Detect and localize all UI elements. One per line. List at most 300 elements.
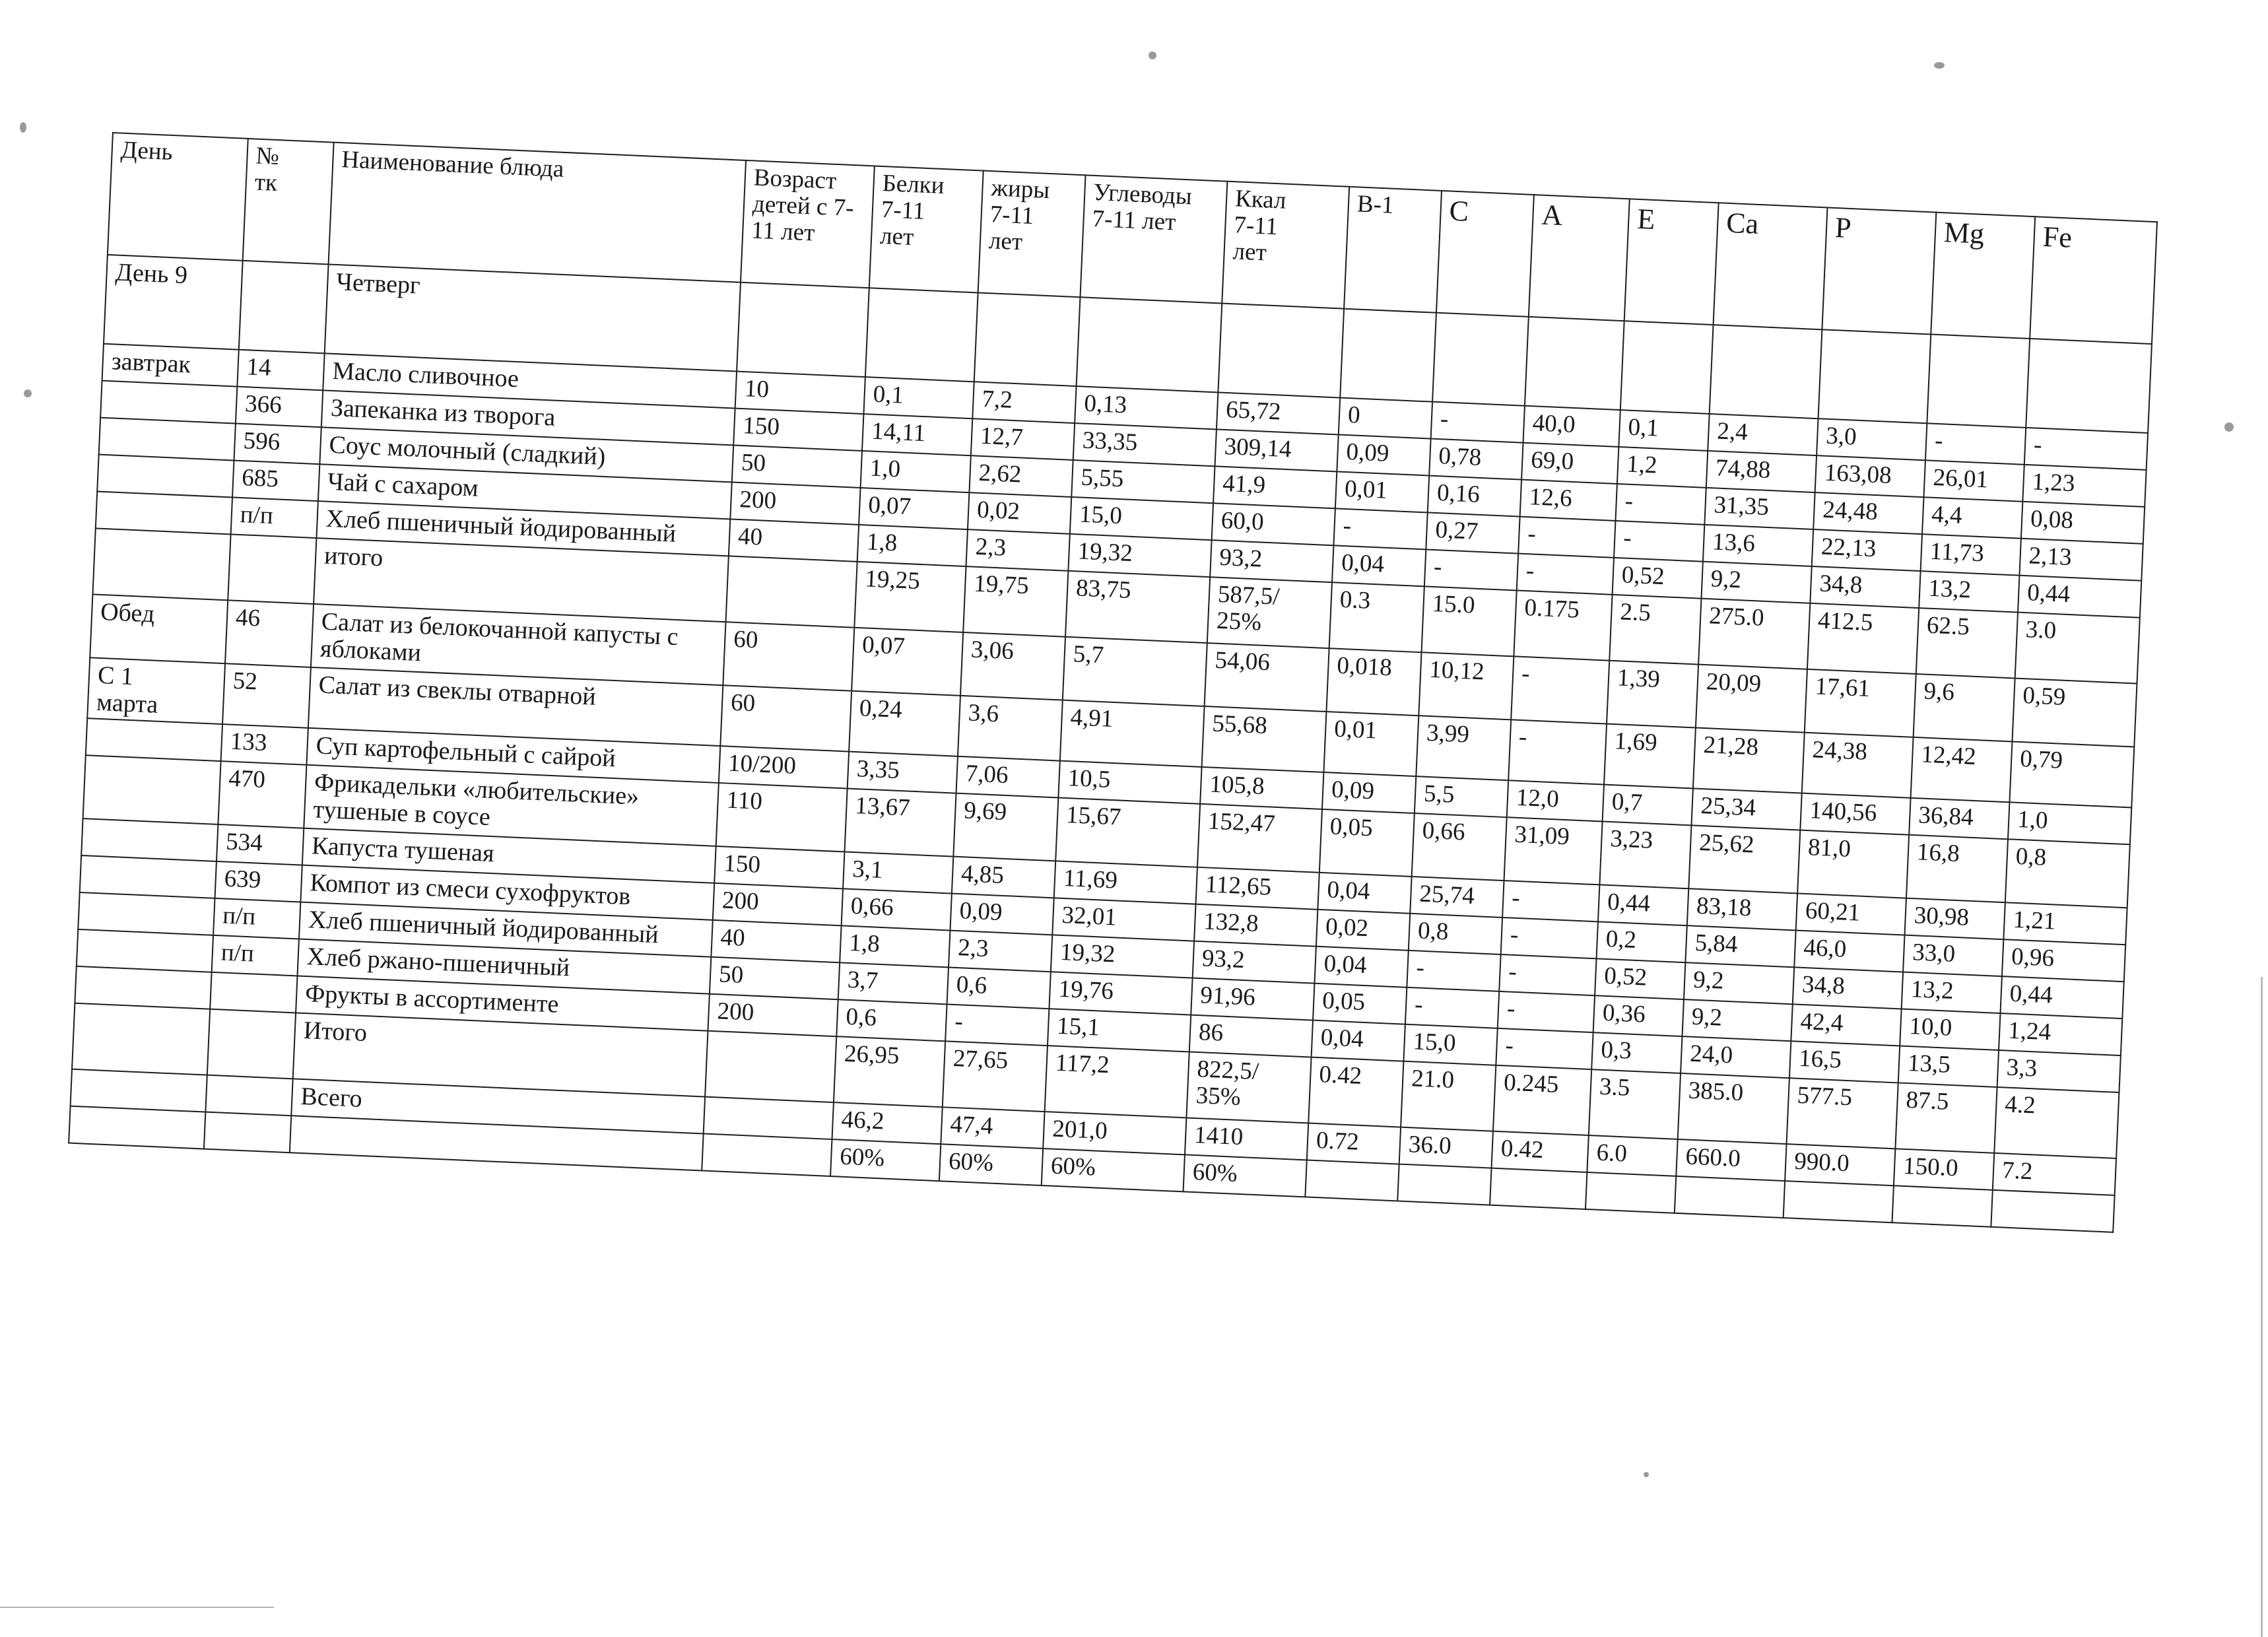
empty-cell bbox=[1784, 1181, 1894, 1222]
ca-cell: 20,09 bbox=[1696, 665, 1807, 733]
dish-name: Фрикадельки «любительские» тушеные в соусе bbox=[304, 765, 719, 846]
empty-cell bbox=[97, 455, 234, 498]
carbs-cell: 19,76 bbox=[1049, 972, 1192, 1015]
mg-cell: 16,8 bbox=[1906, 835, 2008, 902]
c-cell: - bbox=[1405, 987, 1499, 1028]
menu-sheet bbox=[68, 132, 2158, 1233]
header-carbs: Углеводы 7-11 лет bbox=[1080, 175, 1227, 303]
empty-cell bbox=[86, 718, 222, 761]
protein-cell: 14,11 bbox=[862, 414, 972, 455]
age-cell: 40 bbox=[729, 519, 859, 561]
dish-name: Хлеб ржано-пшеничный bbox=[297, 939, 711, 994]
empty-cell bbox=[72, 1003, 210, 1075]
date-label: С 1 марта bbox=[87, 657, 225, 724]
b1-cell: 0,01 bbox=[1335, 471, 1429, 512]
protein-cell: 13,67 bbox=[844, 789, 956, 857]
e-total: 6.0 bbox=[1587, 1135, 1677, 1176]
a-cell: 12,6 bbox=[1520, 480, 1617, 521]
b1-cell: 0,05 bbox=[1313, 984, 1407, 1024]
protein-cell: 3,1 bbox=[843, 852, 953, 893]
age-cell: 50 bbox=[732, 446, 862, 488]
table-body bbox=[69, 133, 2157, 1232]
e-cell: 0,52 bbox=[1613, 558, 1703, 599]
c-cell: - bbox=[1407, 951, 1500, 991]
ca-total: 385.0 bbox=[1678, 1073, 1789, 1144]
mg-cell: 10,0 bbox=[1900, 1009, 2000, 1050]
age-cell: 60 bbox=[723, 622, 854, 690]
fe-cell: 3,3 bbox=[1997, 1050, 2121, 1092]
carbs-cell: 5,55 bbox=[1071, 460, 1215, 503]
protein-cell: 3,35 bbox=[848, 752, 958, 793]
c-cell: 25,74 bbox=[1410, 877, 1504, 918]
p-cell: 17,61 bbox=[1805, 669, 1916, 737]
meal-label: завтрак bbox=[102, 344, 239, 387]
empty-cell bbox=[704, 1097, 834, 1139]
protein-total: 19,25 bbox=[854, 562, 966, 632]
e-cell: 0,1 bbox=[1618, 410, 1709, 451]
e-cell: 1,2 bbox=[1617, 447, 1708, 488]
b1-cell: 0,09 bbox=[1337, 434, 1430, 475]
kcal-cell: 86 bbox=[1189, 1015, 1313, 1057]
empty-cell bbox=[205, 1075, 292, 1116]
a-cell: - bbox=[1498, 991, 1595, 1032]
b1-cell: 0,05 bbox=[1319, 809, 1415, 877]
tk-cell: п/п bbox=[231, 497, 318, 538]
c-cell: 3,99 bbox=[1416, 716, 1511, 780]
empty-cell bbox=[1340, 309, 1436, 402]
a-cell: - bbox=[1502, 881, 1599, 921]
e-cell: 3,23 bbox=[1599, 822, 1691, 889]
p-cell: 60,21 bbox=[1796, 894, 1906, 935]
mg-cell: 4,4 bbox=[1922, 497, 2022, 538]
scan-speck bbox=[20, 122, 26, 133]
fe-cell: 1,21 bbox=[2003, 902, 2127, 945]
c-cell: - bbox=[1424, 549, 1518, 590]
e-total: 3.5 bbox=[1589, 1069, 1681, 1139]
ca-cell: 9,2 bbox=[1683, 999, 1793, 1041]
p-total: 577.5 bbox=[1787, 1078, 1898, 1149]
ca-total: 660.0 bbox=[1676, 1139, 1786, 1181]
total-label: итого bbox=[314, 538, 729, 622]
protein-cell: 0,66 bbox=[842, 888, 952, 930]
p-cell: 3,0 bbox=[1817, 418, 1927, 460]
ca-cell: 21,28 bbox=[1693, 727, 1805, 793]
fe-cell: 1,0 bbox=[2008, 802, 2131, 844]
fat-cell: 4,85 bbox=[952, 857, 1055, 898]
header-p: Р bbox=[1822, 207, 1936, 334]
tk-cell: п/п bbox=[213, 898, 300, 939]
empty-cell bbox=[78, 892, 215, 935]
nutrition-table bbox=[68, 132, 2158, 1233]
dish-name: Масло сливочное bbox=[323, 353, 737, 408]
b1-cell: 0,02 bbox=[1316, 910, 1410, 951]
mg-cell: 13,2 bbox=[1902, 972, 2002, 1013]
ca-total: 275.0 bbox=[1698, 599, 1810, 669]
empty-cell bbox=[1432, 313, 1529, 406]
protein-cell: 1,0 bbox=[861, 451, 971, 492]
b1-total: 0.42 bbox=[1308, 1057, 1403, 1127]
kcal-cell: 93,2 bbox=[1193, 941, 1316, 984]
p-cell: 42,4 bbox=[1791, 1004, 1901, 1046]
page-edge-line bbox=[0, 1607, 274, 1608]
tk-cell bbox=[210, 972, 297, 1013]
scan-speck bbox=[24, 389, 32, 397]
a-cell: - bbox=[1501, 918, 1598, 958]
empty-cell bbox=[1675, 1176, 1785, 1218]
kcal-cell: 112,65 bbox=[1196, 867, 1319, 910]
weekday-label: Четверг bbox=[325, 264, 741, 371]
carbs-percent: 60% bbox=[1042, 1149, 1185, 1191]
p-cell: 24,48 bbox=[1813, 492, 1923, 534]
ca-cell: 13,6 bbox=[1703, 525, 1813, 566]
c-total: 21.0 bbox=[1401, 1061, 1496, 1131]
protein-cell: 0,1 bbox=[863, 377, 974, 418]
kcal-total: 1410 bbox=[1185, 1118, 1308, 1160]
kcal-cell: 54,06 bbox=[1205, 643, 1329, 712]
a-cell: 40,0 bbox=[1523, 406, 1620, 447]
fat-cell: 0,6 bbox=[947, 968, 1051, 1009]
day-label: День 9 bbox=[104, 255, 243, 350]
dish-name: Салат из свеклы отварной bbox=[308, 667, 723, 746]
ca-cell: 24,0 bbox=[1681, 1036, 1791, 1078]
mg-cell: 13,2 bbox=[1919, 571, 2019, 612]
carbs-cell: 15,1 bbox=[1048, 1009, 1191, 1052]
dish-name: Суп картофельный с сайрой bbox=[306, 728, 720, 783]
empty-cell bbox=[81, 818, 218, 861]
ca-cell: 31,35 bbox=[1704, 488, 1815, 529]
tk-cell: 534 bbox=[217, 824, 304, 865]
header-age: Возраст детей с 7-11 лет bbox=[741, 160, 875, 288]
protein-cell: 3,7 bbox=[838, 962, 949, 1004]
dish-name: Компот из смеси сухофруктов bbox=[300, 865, 714, 920]
c-cell: 15,0 bbox=[1403, 1024, 1497, 1065]
protein-percent: 60% bbox=[830, 1139, 941, 1181]
empty-cell bbox=[1892, 1186, 1992, 1226]
p-cell: 34,8 bbox=[1810, 566, 1920, 608]
dish-name: Фрукты в ассортименте bbox=[296, 976, 710, 1031]
header-mg: Mg bbox=[1931, 213, 2035, 339]
a-cell: 31,09 bbox=[1504, 817, 1603, 885]
fe-cell: 1,23 bbox=[2022, 465, 2146, 507]
fe-total: 4.2 bbox=[1994, 1087, 2119, 1158]
c-cell: 10,12 bbox=[1418, 652, 1514, 719]
age-cell: 60 bbox=[720, 685, 851, 751]
header-kcal: Ккал 7-11 лет bbox=[1222, 182, 1349, 309]
total-label: Итого bbox=[293, 1013, 708, 1096]
fe-cell: - bbox=[2024, 428, 2148, 470]
p-total: 412.5 bbox=[1807, 603, 1919, 674]
p-cell: 81,0 bbox=[1797, 830, 1909, 898]
fe-cell: 0,08 bbox=[2021, 502, 2145, 544]
fat-total: 19,75 bbox=[963, 566, 1068, 637]
age-cell: 150 bbox=[733, 409, 863, 451]
empty-cell bbox=[1585, 1172, 1676, 1213]
e-cell: 0,44 bbox=[1598, 885, 1688, 925]
c-cell: 0,78 bbox=[1429, 439, 1523, 480]
empty-cell bbox=[1710, 325, 1822, 418]
empty-cell bbox=[83, 755, 221, 824]
empty-cell bbox=[1397, 1164, 1491, 1205]
tk-cell: 46 bbox=[225, 600, 314, 667]
fat-cell: 3,6 bbox=[958, 696, 1063, 761]
ca-cell: 9,2 bbox=[1684, 962, 1794, 1004]
ca-cell: 74,88 bbox=[1706, 451, 1817, 492]
a-cell: - bbox=[1508, 719, 1607, 784]
e-cell: 0,36 bbox=[1593, 995, 1684, 1036]
kcal-cell: 132,8 bbox=[1194, 904, 1317, 947]
empty-cell bbox=[1818, 329, 1931, 423]
a-cell: - bbox=[1496, 1028, 1593, 1069]
fat-cell: 2,3 bbox=[966, 529, 1070, 571]
fe-cell: 0,8 bbox=[2005, 839, 2130, 908]
empty-cell bbox=[69, 1106, 205, 1149]
age-cell: 200 bbox=[708, 994, 838, 1036]
a-total: 0.175 bbox=[1514, 590, 1612, 660]
protein-cell: 0,6 bbox=[836, 999, 947, 1041]
b1-cell: 0,01 bbox=[1323, 712, 1418, 776]
fat-total: 27,65 bbox=[943, 1041, 1048, 1112]
kcal-cell: 105,8 bbox=[1200, 767, 1323, 809]
fe-cell: 0,79 bbox=[2009, 741, 2134, 807]
header-protein: Белки 7-11 лет bbox=[869, 166, 984, 292]
carbs-cell: 5,7 bbox=[1063, 637, 1207, 706]
c-cell: 0,8 bbox=[1409, 914, 1502, 954]
fe-total: 7.2 bbox=[1993, 1153, 2116, 1195]
e-cell: 1,39 bbox=[1607, 661, 1698, 728]
b1-cell: 0,04 bbox=[1332, 545, 1426, 586]
protein-total: 26,95 bbox=[834, 1036, 945, 1107]
header-e: Е bbox=[1624, 199, 1719, 325]
dish-name: Капуста тушеная bbox=[302, 828, 716, 883]
fat-cell: 7,06 bbox=[956, 756, 1060, 798]
fe-cell: 2,13 bbox=[2019, 539, 2143, 581]
carbs-cell: 11,69 bbox=[1054, 861, 1197, 904]
age-cell: 10/200 bbox=[719, 746, 849, 788]
fat-cell: 3,06 bbox=[960, 632, 1065, 700]
p-cell: 34,8 bbox=[1793, 967, 1903, 1009]
carbs-cell: 33,35 bbox=[1073, 423, 1217, 466]
fat-total: 47,4 bbox=[941, 1107, 1044, 1149]
a-cell: - bbox=[1518, 517, 1615, 558]
b1-total: 0.3 bbox=[1329, 582, 1424, 652]
carbs-cell: 0,13 bbox=[1075, 386, 1218, 429]
b1-cell: 0,018 bbox=[1326, 648, 1421, 716]
b1-cell: 0,04 bbox=[1317, 873, 1411, 914]
age-cell: 150 bbox=[714, 846, 844, 888]
a-cell: - bbox=[1511, 656, 1609, 723]
total-label: Всего bbox=[291, 1079, 705, 1133]
header-tk: № тк bbox=[243, 139, 334, 264]
kcal-total: 587,5/ 25% bbox=[1207, 577, 1332, 648]
empty-cell bbox=[1927, 334, 2030, 427]
p-cell: 24,38 bbox=[1802, 733, 1914, 798]
empty-cell bbox=[974, 292, 1081, 386]
empty-cell bbox=[737, 283, 869, 377]
empty-cell bbox=[1077, 297, 1222, 392]
meal-label: Обед bbox=[90, 594, 228, 663]
carbs-cell: 4,91 bbox=[1060, 700, 1205, 767]
header-c: С bbox=[1436, 191, 1534, 317]
empty-cell bbox=[204, 1112, 291, 1153]
age-cell: 200 bbox=[713, 883, 843, 925]
a-cell: - bbox=[1499, 954, 1596, 995]
tk-cell: 470 bbox=[218, 761, 306, 828]
c-cell: 0,16 bbox=[1428, 476, 1521, 517]
empty-cell bbox=[75, 966, 211, 1009]
c-cell: - bbox=[1431, 402, 1525, 443]
ca-cell: 25,34 bbox=[1691, 788, 1801, 830]
fe-total: 3.0 bbox=[2015, 613, 2140, 684]
empty-cell bbox=[239, 261, 329, 354]
age-cell: 200 bbox=[730, 482, 860, 524]
empty-cell bbox=[80, 855, 217, 898]
mg-cell: 13,5 bbox=[1898, 1046, 1999, 1087]
p-cell: 46,0 bbox=[1794, 930, 1904, 972]
c-total: 36.0 bbox=[1399, 1127, 1493, 1168]
fat-cell: 2,3 bbox=[949, 931, 1052, 972]
protein-cell: 1,8 bbox=[840, 925, 950, 967]
tk-cell: 685 bbox=[232, 461, 319, 502]
e-total: 2.5 bbox=[1609, 595, 1701, 665]
empty-cell bbox=[96, 492, 232, 535]
empty-cell bbox=[99, 418, 236, 461]
b1-cell: 0 bbox=[1339, 398, 1432, 439]
fat-percent: 60% bbox=[939, 1144, 1043, 1186]
fe-cell: 0,44 bbox=[2018, 576, 2141, 618]
a-cell: 69,0 bbox=[1521, 443, 1618, 484]
fat-cell: - bbox=[945, 1004, 1049, 1046]
e-cell: 0,3 bbox=[1591, 1032, 1682, 1073]
dish-name: Запеканка из творога bbox=[321, 390, 735, 445]
protein-cell: 0,24 bbox=[849, 691, 960, 756]
carbs-total: 201,0 bbox=[1043, 1112, 1186, 1154]
mg-total: 150.0 bbox=[1894, 1149, 1994, 1189]
mg-total: 87.5 bbox=[1895, 1083, 1997, 1153]
empty-cell bbox=[2026, 339, 2152, 433]
age-cell: 10 bbox=[735, 372, 865, 414]
mg-cell: 33,0 bbox=[1903, 935, 2003, 976]
p-cell: 22,13 bbox=[1812, 529, 1922, 571]
kcal-cell: 152,47 bbox=[1197, 804, 1322, 873]
fat-cell: 12,7 bbox=[971, 418, 1075, 460]
mg-cell: 12,42 bbox=[1911, 737, 2013, 803]
mg-cell: 30,98 bbox=[1905, 898, 2005, 939]
carbs-cell: 32,01 bbox=[1052, 898, 1195, 941]
empty-cell bbox=[1525, 317, 1624, 410]
protein-cell: 0,07 bbox=[851, 628, 963, 696]
dish-name: Хлеб пшеничный йодированный bbox=[299, 902, 713, 957]
e-cell: 0,2 bbox=[1597, 921, 1687, 962]
protein-total: 46,2 bbox=[832, 1102, 942, 1144]
fat-cell: 9,69 bbox=[953, 793, 1058, 861]
fat-cell: 0,02 bbox=[968, 492, 1071, 534]
p-cell: 16,5 bbox=[1789, 1041, 1900, 1083]
empty-cell bbox=[705, 1031, 836, 1102]
mg-cell: 9,6 bbox=[1914, 674, 2015, 741]
empty-cell bbox=[207, 1009, 296, 1079]
kcal-cell: 91,96 bbox=[1191, 978, 1314, 1020]
tk-cell: 639 bbox=[215, 861, 302, 902]
empty-cell bbox=[100, 381, 237, 424]
empty-cell bbox=[1305, 1160, 1399, 1201]
ca-cell: 25,62 bbox=[1688, 825, 1800, 893]
mg-cell: 11,73 bbox=[1921, 534, 2021, 575]
a-cell: 12,0 bbox=[1507, 780, 1604, 821]
c-cell: 5,5 bbox=[1415, 776, 1508, 817]
carbs-total: 83,75 bbox=[1065, 571, 1210, 643]
empty-cell bbox=[92, 528, 230, 600]
dish-name: Соус молочный (сладкий) bbox=[319, 427, 733, 482]
ca-cell: 2,4 bbox=[1708, 414, 1818, 455]
fe-cell: 0,96 bbox=[2002, 939, 2125, 982]
kcal-cell: 41,9 bbox=[1213, 466, 1337, 508]
tk-cell: 52 bbox=[222, 663, 311, 728]
p-total: 990.0 bbox=[1785, 1144, 1895, 1186]
kcal-cell: 60,0 bbox=[1212, 503, 1335, 545]
carbs-cell: 19,32 bbox=[1051, 935, 1194, 978]
ca-cell: 83,18 bbox=[1687, 888, 1797, 930]
scan-speck bbox=[1934, 62, 1945, 69]
e-cell: - bbox=[1614, 521, 1704, 562]
scan-speck bbox=[1149, 51, 1156, 59]
c-total: 15.0 bbox=[1422, 586, 1517, 656]
page-edge-line bbox=[2261, 977, 2263, 1637]
header-a: А bbox=[1529, 195, 1630, 321]
mg-cell: - bbox=[1925, 423, 2026, 464]
mg-cell: 36,84 bbox=[1909, 798, 2009, 839]
empty-cell bbox=[702, 1134, 832, 1176]
b1-cell: 0,04 bbox=[1314, 947, 1408, 987]
c-cell: 0,27 bbox=[1426, 512, 1519, 553]
empty-cell bbox=[1490, 1168, 1587, 1209]
kcal-total: 822,5/ 35% bbox=[1186, 1052, 1311, 1123]
e-cell: 1,69 bbox=[1604, 724, 1696, 789]
dish-name: Хлеб пшеничный йодированный bbox=[316, 501, 730, 556]
kcal-percent: 60% bbox=[1184, 1154, 1307, 1197]
empty-cell bbox=[228, 534, 316, 604]
carbs-cell: 10,5 bbox=[1058, 761, 1201, 804]
a-cell: - bbox=[1517, 554, 1614, 595]
p-cell: 163,08 bbox=[1815, 455, 1925, 497]
scan-speck bbox=[2224, 422, 2234, 432]
kcal-cell: 55,68 bbox=[1202, 706, 1327, 772]
age-cell: 40 bbox=[711, 920, 841, 962]
empty-cell bbox=[77, 929, 213, 972]
dish-name: Салат из белокочанной капусты с яблоками bbox=[311, 604, 726, 685]
kcal-cell: 93,2 bbox=[1210, 540, 1333, 582]
empty-cell bbox=[1991, 1190, 2114, 1232]
ca-cell: 5,84 bbox=[1685, 925, 1795, 967]
e-cell: 0,7 bbox=[1603, 785, 1693, 826]
b1-cell: - bbox=[1333, 508, 1427, 549]
empty-cell bbox=[71, 1069, 207, 1112]
tk-cell: п/п bbox=[212, 935, 299, 976]
header-day: День bbox=[108, 133, 248, 261]
ca-cell: 9,2 bbox=[1701, 562, 1811, 603]
header-ca: Са bbox=[1714, 203, 1828, 329]
carbs-total: 117,2 bbox=[1045, 1046, 1189, 1118]
age-cell: 50 bbox=[710, 957, 840, 999]
a-total: 0.42 bbox=[1492, 1131, 1589, 1172]
p-cell: 140,56 bbox=[1800, 793, 1910, 835]
fat-cell: 7,2 bbox=[972, 382, 1076, 423]
carbs-cell: 15,0 bbox=[1070, 497, 1213, 540]
e-cell: 0,52 bbox=[1595, 958, 1685, 999]
tk-cell: 596 bbox=[234, 424, 321, 465]
fat-cell: 0,09 bbox=[950, 894, 1053, 935]
fat-cell: 2,62 bbox=[969, 455, 1073, 497]
age-cell: 110 bbox=[716, 783, 848, 852]
